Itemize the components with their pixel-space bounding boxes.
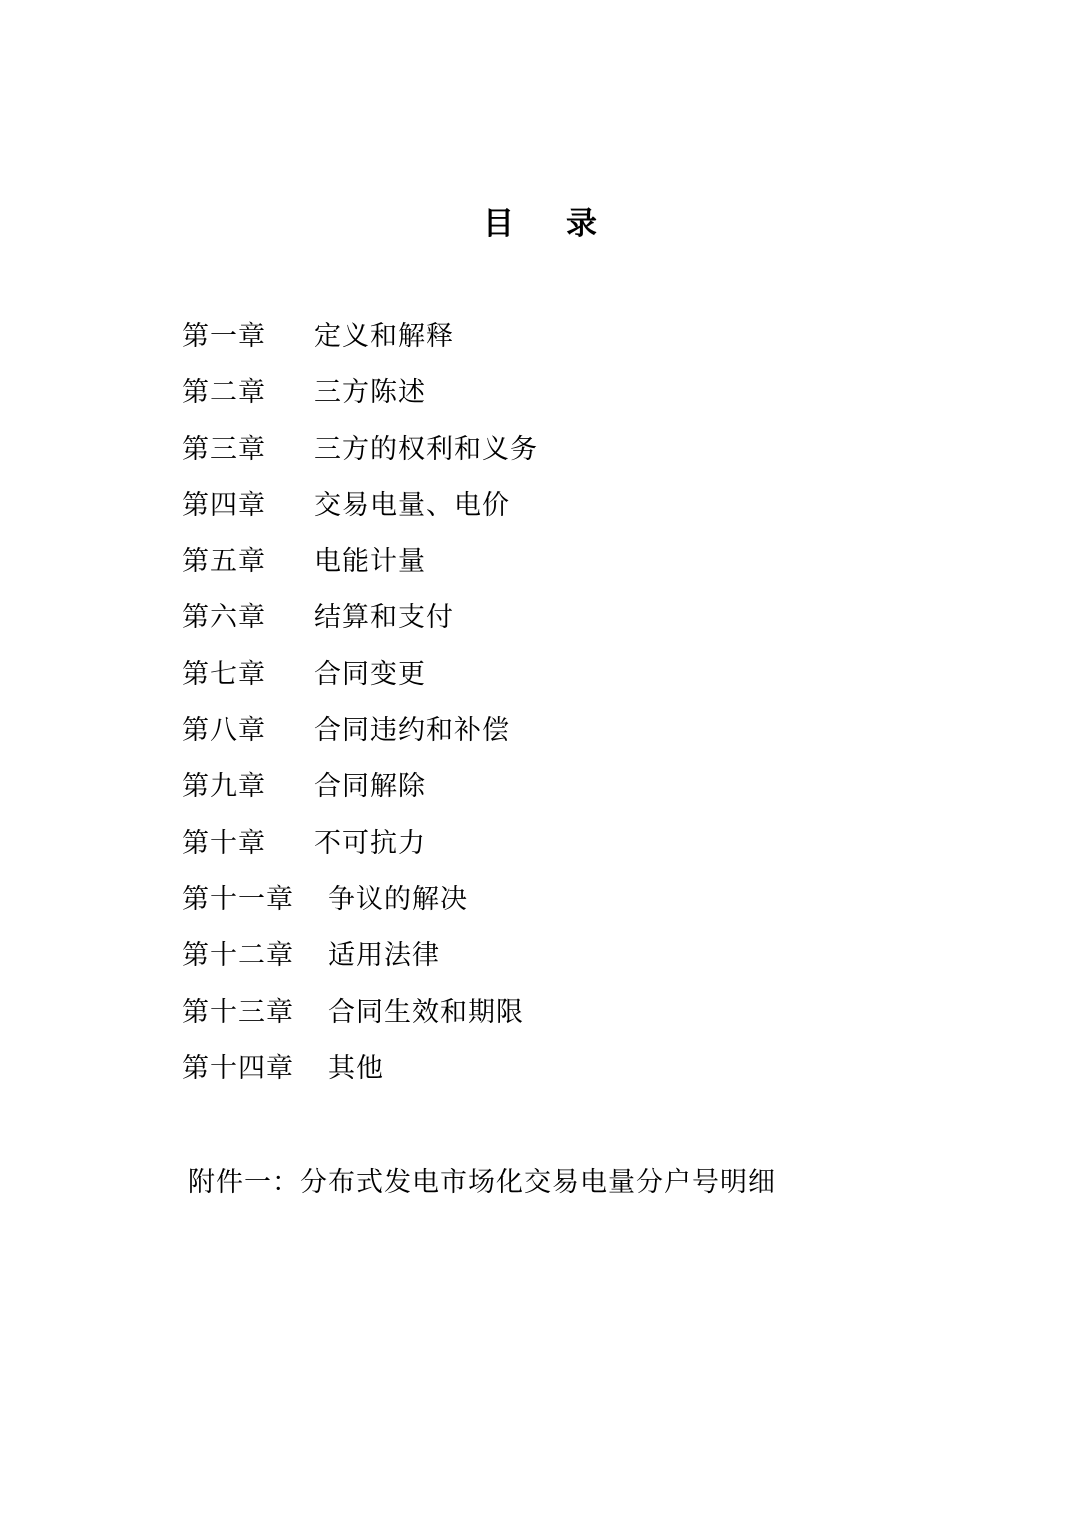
chapter-title: 合同生效和期限	[328, 996, 524, 1028]
chapter-title: 电能计量	[314, 546, 426, 578]
toc-item	[182, 762, 538, 818]
chapter-title: 交易电量、电价	[314, 489, 510, 521]
chapter-number: 第二章	[182, 377, 266, 409]
chapter-number: 第四章	[182, 489, 266, 521]
chapter-number: 第十二章	[182, 940, 294, 972]
chapter-title: 三方的权利和义务	[314, 433, 538, 465]
chapter-title: 结算和支付	[314, 602, 454, 634]
toc-item	[182, 593, 538, 649]
toc-item	[182, 931, 538, 987]
appendix-entry: 附件一：分布式发电市场化交易电量分户号明细	[188, 1167, 776, 1198]
chapter-title: 争议的解决	[328, 883, 468, 915]
chapter-number: 第六章	[182, 602, 266, 634]
chapter-number: 第五章	[182, 546, 266, 578]
chapter-number: 第三章	[182, 433, 266, 465]
toc-item	[182, 368, 538, 424]
chapter-number: 第十四章	[182, 1052, 294, 1084]
toc-item	[182, 481, 538, 537]
toc-item	[182, 1044, 538, 1100]
chapter-number: 第十章	[182, 827, 266, 859]
toc-item	[182, 650, 538, 706]
chapter-title: 定义和解释	[314, 321, 454, 352]
chapter-number: 第八章	[182, 715, 266, 747]
chapter-title: 三方陈述	[314, 377, 426, 409]
chapter-number: 第十一章	[182, 883, 294, 915]
chapter-title: 适用法律	[328, 940, 440, 972]
chapter-number: 第十三章	[182, 996, 294, 1028]
toc-item	[182, 312, 538, 368]
chapter-number: 第九章	[182, 771, 266, 803]
chapter-title: 合同变更	[314, 658, 426, 690]
toc-item	[182, 706, 538, 762]
toc-item	[182, 425, 538, 481]
chapter-number: 第一章	[182, 321, 266, 352]
page-title	[0, 200, 1080, 248]
toc-item	[182, 988, 538, 1044]
toc-item	[182, 819, 538, 875]
chapter-title: 合同解除	[314, 771, 426, 803]
chapter-title: 合同违约和补偿	[314, 715, 510, 747]
table-of-contents	[182, 312, 538, 1100]
chapter-number: 第七章	[182, 658, 266, 690]
toc-item	[182, 875, 538, 931]
chapter-title: 不可抗力	[314, 827, 426, 859]
chapter-title: 其他	[328, 1052, 384, 1084]
title-char-left: 目	[483, 206, 514, 242]
toc-item	[182, 537, 538, 593]
title-char-right: 录	[566, 206, 597, 242]
